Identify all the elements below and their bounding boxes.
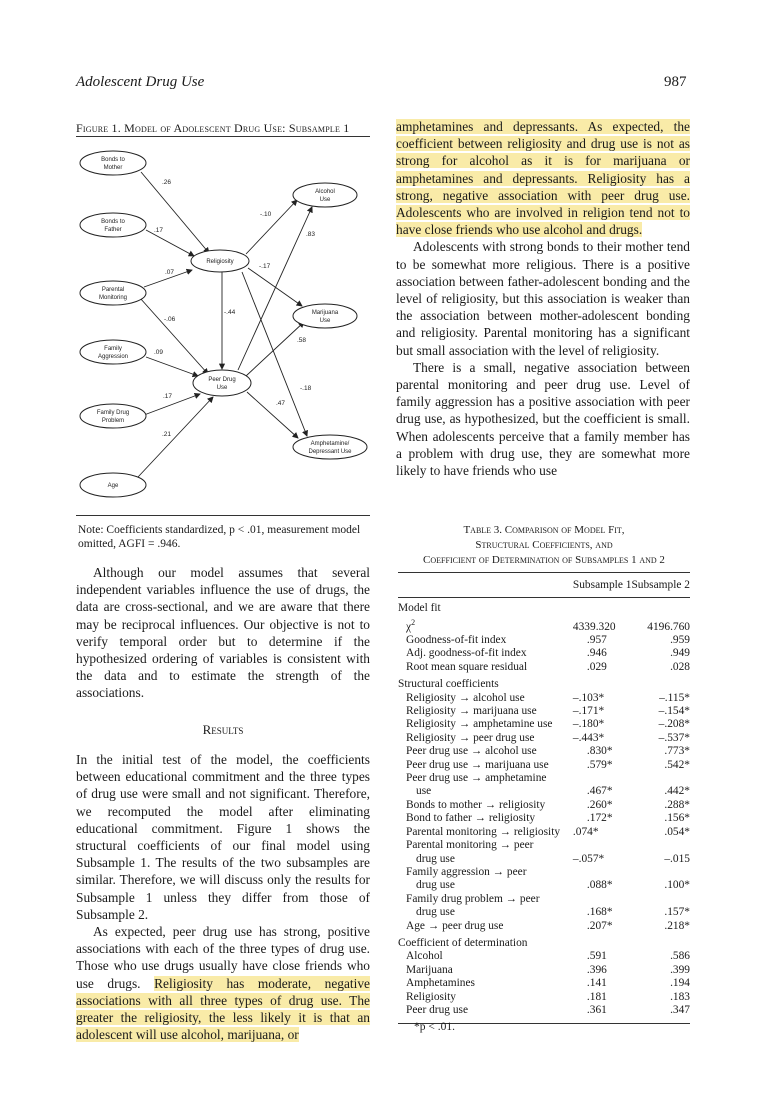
cell-v1: .957: [586, 634, 607, 647]
row-label: Peer drug use → amphetamine: [406, 772, 547, 785]
cell-v2: .949: [670, 647, 690, 660]
path-diagram: [76, 140, 372, 510]
path-peer-alcohol: [238, 207, 312, 370]
coef-label: .26: [162, 179, 172, 186]
coef-label: -.44: [224, 309, 236, 316]
row-label: Adj. goodness-of-fit index: [406, 647, 527, 660]
header-cell: [398, 573, 573, 598]
row-label: Religiosity → peer drug use: [406, 731, 535, 744]
section-row: [398, 933, 690, 950]
cell-v2: .586: [670, 950, 690, 963]
cell-v2: .157*: [664, 906, 690, 919]
table-caption: [398, 523, 690, 568]
coef-label: -.17: [259, 263, 271, 270]
table-row: [398, 616, 690, 634]
chi-superscript: 2: [411, 617, 416, 627]
cell-v2: .773*: [664, 745, 690, 758]
page-number: 987: [664, 74, 687, 90]
node-label: Bonds to: [101, 219, 125, 225]
row-label: Religiosity → alcohol use: [406, 691, 525, 704]
node-label: Problem: [101, 418, 125, 424]
running-title: Adolescent Drug Use: [76, 74, 205, 90]
cell-v1: .830*: [586, 745, 613, 758]
section-label: Coefficient of determination: [398, 936, 528, 949]
path-religiosity-amphetamine: [242, 272, 307, 436]
node-label: Mother: [103, 165, 123, 171]
caption-line: Structural Coefficients, and: [475, 539, 613, 551]
cell-v1: .168*: [586, 906, 613, 919]
row-label: Peer drug use: [406, 1003, 468, 1016]
table-row: [398, 785, 690, 798]
left-para-1: [76, 564, 370, 702]
table-row: [398, 692, 690, 705]
caption-line: Table 3. Comparison of Model Fit,: [463, 524, 625, 536]
cell-v1: .260*: [586, 798, 613, 811]
node-label: Father: [104, 227, 122, 233]
cell-v2: –.015: [664, 852, 690, 865]
header-col2: Subsample 2: [631, 579, 690, 591]
row-label: Amphetamines: [406, 977, 475, 990]
table-row: [398, 812, 690, 825]
node-label: Use: [319, 318, 331, 324]
table-row: [398, 977, 690, 990]
coef-label: -.10: [260, 211, 272, 218]
row-label: Family aggression → peer: [406, 865, 527, 878]
row-label: Bonds to mother → religiosity: [406, 798, 546, 811]
coef-label: .07: [165, 269, 175, 276]
row-label: drug use: [416, 906, 455, 919]
figure-note: Note: Coefficients standardized, p < .01, measurement model omitted, AGFI = .946.: [78, 524, 361, 550]
node-label: Family: [104, 346, 122, 352]
cell-v2: .442*: [664, 785, 690, 798]
node-label: Depressant Use: [308, 449, 352, 455]
figure-bottom-rule: [76, 515, 370, 516]
paragraph: Adolescents with strong bonds to their mother tend to be somewhat more religious. There is a positive association between father-adolescent bonding and the level of religiosity, but this association is weaker than the association between mother-adolescent bonding and religiosity. Parental monitoring has a significant but small association with the level of religiosity.: [396, 239, 690, 358]
coef-label: .21: [162, 431, 172, 438]
node-label: Peer Drug: [208, 377, 236, 383]
cell-v1: –.443*: [572, 731, 605, 744]
row-label: Religiosity: [406, 990, 456, 1003]
table-row: [398, 950, 690, 963]
cell-v1: .141: [586, 977, 607, 990]
path-monitoring-peer: [140, 298, 208, 374]
row-label: drug use: [416, 852, 455, 865]
table-row: [398, 634, 690, 647]
table-row: [398, 920, 690, 933]
cell-v2: .218*: [664, 919, 690, 932]
row-label: Parental monitoring → peer: [406, 839, 534, 852]
cell-v1: .207*: [586, 919, 613, 932]
table-row: [398, 705, 690, 718]
cell-v1: .029: [586, 660, 607, 673]
row-label: drug use: [416, 879, 455, 892]
row-label: Root mean square residual: [406, 660, 528, 673]
node-label: Aggression: [97, 354, 129, 360]
table-row: [398, 853, 690, 866]
node-bonds-father: [80, 213, 146, 237]
row-label: Family drug problem → peer: [406, 892, 540, 905]
coef-label: .83: [306, 231, 316, 238]
cell-v2: –.115*: [659, 691, 690, 704]
cell-v2: .347: [670, 1003, 690, 1016]
row-label: Peer drug use → marijuana use: [406, 758, 549, 771]
cell-v2: .028: [670, 660, 690, 673]
cell-v1: 4339.320: [572, 620, 616, 633]
cell-v1: .172*: [586, 812, 613, 825]
path-religiosity-marijuana: [248, 268, 302, 306]
table-row: [398, 772, 690, 785]
row-label: use: [416, 785, 432, 798]
row-label: Goodness-of-fit index: [406, 634, 507, 647]
coef-label: .17: [163, 393, 173, 400]
row-label: Religiosity → amphetamine use: [406, 718, 553, 731]
coef-label: -.06: [164, 316, 176, 323]
node-amphetamine-use: [293, 435, 367, 459]
section-row: [398, 598, 690, 616]
table-row: [398, 799, 690, 812]
cell-v1: .361: [586, 1003, 607, 1016]
row-label: Marijuana: [406, 963, 453, 976]
cell-v2: .054*: [664, 825, 690, 838]
cell-v2: .399: [670, 963, 690, 976]
path-peer-marijuana: [246, 322, 307, 376]
node-label: Family Drug: [96, 410, 130, 416]
cell-v2: .100*: [664, 879, 690, 892]
cell-v1: .074*: [572, 825, 599, 838]
node-family-aggression: [80, 340, 146, 364]
left-para-2: [76, 751, 370, 1043]
section-label: Model fit: [398, 602, 441, 615]
cell-v2: .288*: [664, 798, 690, 811]
table-header-row: [398, 573, 690, 598]
coef-label: .58: [297, 337, 307, 344]
table-row: [398, 745, 690, 758]
row-label: Alcohol: [406, 950, 443, 963]
coef-label: .09: [154, 349, 164, 356]
table-row: [398, 879, 690, 892]
table-row: [398, 991, 690, 1004]
table-row: [398, 906, 690, 919]
path-mother-religiosity: [141, 172, 209, 253]
table-row: [398, 647, 690, 660]
header-col1: Subsample 1: [572, 579, 632, 591]
table-row: [398, 661, 690, 674]
table-row: [398, 964, 690, 977]
table-row: [398, 718, 690, 731]
results-heading: Results: [202, 722, 244, 737]
plain-text: As expected, peer drug use has strong, positive associations with each of the three types of drug use. Those who use drugs usually have close friends who use drugs.: [76, 924, 370, 991]
cell-v1: .591: [586, 950, 607, 963]
cell-v2: –.537*: [658, 731, 690, 744]
cell-v1: –.057*: [572, 852, 605, 865]
row-label: Peer drug use → alcohol use: [406, 745, 537, 758]
node-label: Amphetamine/: [310, 441, 350, 447]
node-family-drug-problem: [80, 404, 146, 428]
node-label: Use: [319, 197, 331, 203]
cell-v1: –.180*: [572, 718, 605, 731]
cell-v2: –.208*: [658, 718, 690, 731]
node-label: Alcohol: [315, 189, 335, 195]
caption-rule: [76, 136, 370, 137]
cell-v1: .181: [586, 990, 607, 1003]
node-peer-drug-use: [193, 370, 251, 396]
row-label: Age → peer drug use: [406, 919, 504, 932]
cell-v1: .467*: [586, 785, 613, 798]
cell-v1: .946: [586, 647, 607, 660]
table-row: [398, 826, 690, 839]
cell-v2: .542*: [664, 758, 690, 771]
coef-label: .17: [154, 227, 164, 234]
node-alcohol-use: [293, 183, 357, 207]
node-parental-monitoring: [80, 281, 146, 305]
cell-v1: .579*: [586, 758, 613, 771]
table-row: [398, 759, 690, 772]
cell-v2: .194: [670, 977, 690, 990]
figure-caption: Figure 1. Model of Adolescent Drug Use: Subsample 1: [76, 121, 350, 135]
cell-v1: –.171*: [572, 705, 605, 718]
paragraph: In the initial test of the model, the coefficients between educational commitment and the three types of drug use were small and not significant. Therefore, we recomputed the model after eliminating educational commitment. Figure 1 shows the structural coefficients of our final model using Subsample 1. The results of the two subsamples are similar. Therefore, we will discuss only the results for Subsample 1 unless they differ from those of Subsample 2.: [76, 752, 370, 922]
section-row: [398, 674, 690, 691]
coef-label: -.18: [300, 385, 312, 392]
row-label: [398, 616, 573, 634]
table-row: [398, 893, 690, 906]
node-marijuana-use: [293, 304, 357, 328]
path-age-peer: [138, 397, 213, 477]
table-row: [398, 839, 690, 852]
chi-symbol: χ: [406, 620, 412, 633]
path-peer-amphetamine: [247, 392, 298, 438]
row-label: Parental monitoring → religiosity: [406, 825, 561, 838]
cell-v1: .396: [586, 963, 607, 976]
node-label: Monitoring: [98, 295, 128, 301]
table-footnote: *p < .01.: [414, 1021, 455, 1033]
table-3: [398, 572, 690, 1024]
node-label: Parental: [101, 287, 125, 293]
caption-line: Coefficient of Determination of Subsamples 1 and 2: [423, 554, 665, 566]
cell-v2: .183: [670, 990, 690, 1003]
node-label: Use: [216, 385, 228, 391]
cell-v1: –.103*: [572, 691, 605, 704]
table-row: [398, 866, 690, 879]
table-row: [398, 732, 690, 745]
paragraph: There is a small, negative association between parental monitoring and peer drug use. Level of family aggression has a positive association with peer drug use, as hypothesized, but the coefficient is small. When adolescents perceive that a family member has a problem with drug use, they are somewhat more likely to have friends who use: [396, 359, 690, 479]
cell-v1: .088*: [586, 879, 613, 892]
row-label: Religiosity → marijuana use: [406, 705, 537, 718]
cell-v2: .156*: [664, 812, 690, 825]
cell-v2: .959: [670, 634, 690, 647]
node-bonds-mother: [80, 151, 146, 175]
cell-v2: 4196.760: [647, 620, 690, 633]
section-label: Structural coefficients: [398, 678, 499, 691]
cell-v2: –.154*: [658, 705, 690, 718]
highlighted-text: Religiosity has moderate, negative associations with all three types of drug use. The greater the religiosity, the less likely it is that an adolescent will use alcohol, marijuana, or: [76, 975, 370, 1043]
paragraph: Although our model assumes that several independent variables influence the use of drugs, the data are cross-sectional, and we are aware that there may be reciprocal influences. Our objective is not to verify temporal order but to determine if the hypothesized ordering of variables is consistent with the data and to estimate the strength of the associations.: [76, 565, 370, 701]
paragraph: [396, 118, 690, 238]
right-column: [396, 118, 690, 479]
node-label: Religiosity: [206, 259, 234, 265]
row-label: Bond to father → religiosity: [406, 812, 536, 825]
path-aggression-peer: [146, 357, 198, 376]
node-label: Bonds to: [101, 157, 125, 163]
coef-label: .47: [276, 400, 286, 407]
paragraph: [76, 923, 370, 1043]
path-religiosity-alcohol: [246, 200, 297, 254]
node-label: Marijuana: [311, 310, 339, 316]
node-label: Age: [107, 483, 119, 489]
highlighted-text: amphetamines and depressants. As expected, the coefficient between religiosity and drug use is not as strong for alcohol as it is for marijuana or amphetamines and depressants. Religiosity has a strong, negative association with peer drug use. Adolescents who are involved in religion tend not to have close friends who use alcohol and drugs.: [396, 119, 690, 238]
